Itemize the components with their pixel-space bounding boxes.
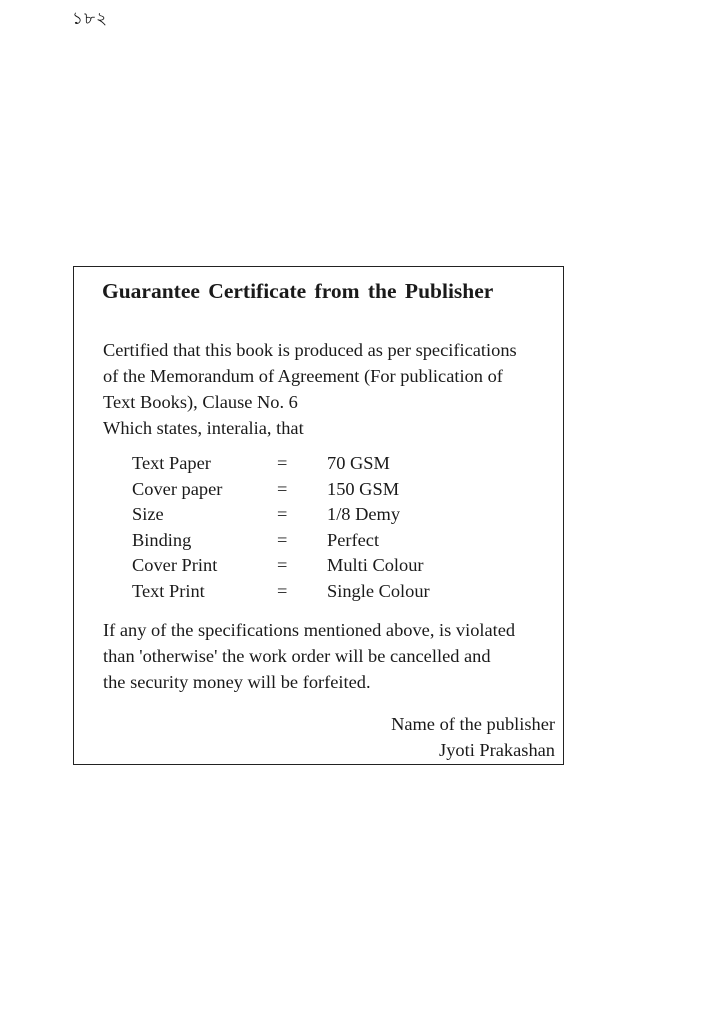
spec-value: Perfect <box>327 529 380 550</box>
note-line: the security money will be forfeited. <box>103 672 371 692</box>
spec-equals: = <box>277 504 288 525</box>
intro-line: Text Books), Clause No. 6 <box>103 392 298 412</box>
spec-value: 150 GSM <box>327 478 400 499</box>
spec-equals: = <box>277 555 288 576</box>
spec-row <box>132 502 430 528</box>
certificate-intro <box>103 337 553 441</box>
publisher-signature-block <box>391 711 555 763</box>
spec-row <box>132 451 430 477</box>
signature-caption: Name of the publisher <box>391 714 555 734</box>
spec-equals: = <box>277 453 288 473</box>
spec-equals: = <box>277 529 288 550</box>
spec-equals: = <box>277 580 288 601</box>
spec-row <box>132 579 430 605</box>
spec-label: Cover Print <box>132 555 218 576</box>
certificate-violation-note <box>103 617 553 695</box>
spec-value: 1/8 Demy <box>327 504 401 525</box>
intro-line: Certified that this book is produced as per specifications <box>103 340 517 360</box>
intro-line: Which states, interalia, that <box>103 418 304 438</box>
certificate-title: Guarantee Certificate from the Publisher <box>102 279 494 303</box>
spec-equals: = <box>277 478 288 499</box>
publisher-name: Jyoti Prakashan <box>439 740 555 760</box>
page-number: ১৮২ <box>72 9 109 28</box>
spec-value: 70 GSM <box>327 453 390 473</box>
intro-line: of the Memorandum of Agreement (For publication of <box>103 366 503 386</box>
spec-label: Text Print <box>132 580 205 601</box>
spec-label: Binding <box>132 529 192 550</box>
spec-label: Size <box>132 504 164 525</box>
spec-row <box>132 477 430 503</box>
spec-label: Text Paper <box>132 453 211 473</box>
guarantee-certificate-box <box>73 266 564 765</box>
spec-value: Multi Colour <box>327 555 424 576</box>
spec-row <box>132 553 430 579</box>
spec-value: Single Colour <box>327 580 430 601</box>
note-line: If any of the specifications mentioned above, is violated <box>103 620 516 640</box>
spec-label: Cover paper <box>132 478 223 499</box>
specifications-table <box>132 451 430 605</box>
spec-row <box>132 528 430 554</box>
note-line: than 'otherwise' the work order will be cancelled and <box>103 646 491 666</box>
